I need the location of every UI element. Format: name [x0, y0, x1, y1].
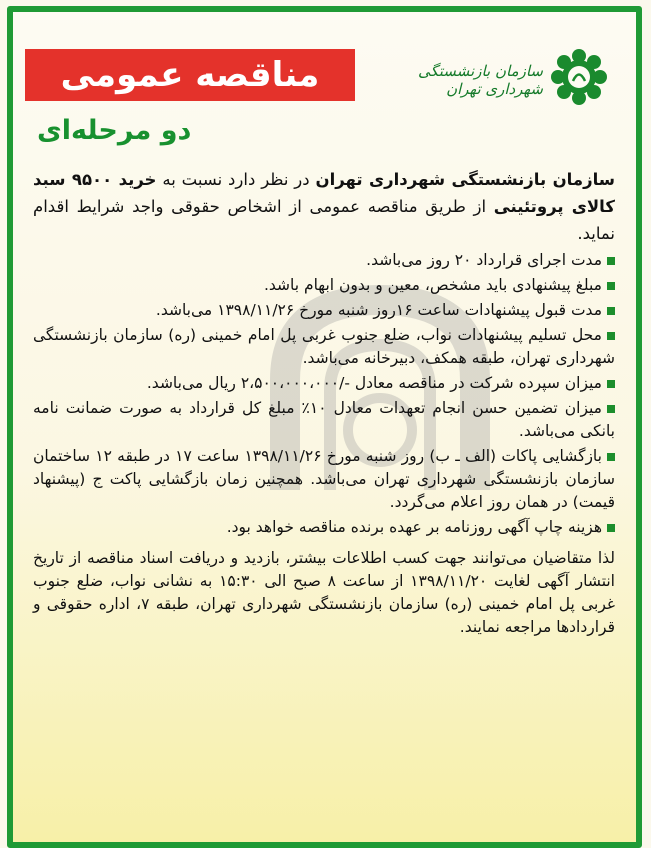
banner-title: مناقصه عمومی — [60, 55, 320, 95]
item-text: هزینه چاپ آگهی روزنامه بر عهده برنده مناقصه خواهد بود. — [226, 518, 602, 536]
intro-text-2: از طریق مناقصه عمومی از اشخاص حقوقی واجد شرایط اقدام نماید. — [33, 197, 615, 243]
bullet-icon — [607, 524, 615, 532]
list-item — [33, 249, 615, 272]
list-item — [33, 299, 615, 322]
bullet-icon — [607, 332, 615, 340]
ad-frame — [7, 6, 642, 848]
ad-body — [33, 166, 615, 639]
list-item — [33, 516, 615, 539]
bullet-icon — [607, 453, 615, 461]
tender-type: دو مرحله‌ای — [37, 115, 192, 146]
intro-goods: خرید ۹۵۰۰ سبد کالای پروتئینی — [33, 170, 615, 216]
item-text: مدت اجرای قرارداد ۲۰ روز می‌باشد. — [366, 251, 602, 269]
organization-name: سازمان بازنشستگی شهرداری تهران — [417, 62, 543, 98]
item-text: بازگشایی پاکات (الف ـ ب) روز شنبه مورخ ۱۳۹۸/۱۱/۲۶ ساعت ۱۷ در طبقه ۱۲ ساختمان سازمان بازنشستگی شهرداری تهران می‌باشد. همچنین زمان بازگشایی پاکت ج (پیشنهاد قیمت) در همان روز اعلام می‌گردد. — [33, 447, 615, 511]
bullet-icon — [607, 307, 615, 315]
tender-banner — [25, 49, 355, 101]
item-text: میزان تضمین حسن انجام تعهدات معادل ۱۰٪ مبلغ کل قرارداد به صورت ضمانت نامه بانکی می‌باشد. — [33, 399, 615, 440]
item-text: محل تسلیم پیشنهادات نواب، ضلع جنوب غربی پل امام خمینی (ره) سازمان بازنشستگی شهرداری تهران، طبقه همکف، دبیرخانه می‌باشد. — [33, 326, 615, 367]
bullet-icon — [607, 257, 615, 265]
list-item — [33, 274, 615, 297]
intro-organization: سازمان بازنشستگی شهرداری تهران — [315, 170, 615, 189]
header — [13, 46, 636, 106]
list-item — [33, 324, 615, 370]
list-item — [33, 445, 615, 514]
list-item — [33, 372, 615, 395]
bullet-icon — [607, 282, 615, 290]
bullet-icon — [607, 380, 615, 388]
item-text: میزان سپرده شرکت در مناقصه معادل -/۲،۵۰۰،۰۰۰،۰۰۰ ریال می‌باشد. — [146, 374, 602, 392]
item-text: مبلغ پیشنهادی باید مشخص، معین و بدون ابهام باشد. — [263, 276, 602, 294]
closing-paragraph: لذا متقاضیان می‌توانند جهت کسب اطلاعات بیشتر، بازدید و دریافت اسناد مناقصه از تاریخ انتشار آگهی لغایت ۱۳۹۸/۱۱/۲۰ از ساعت ۸ صبح الی ۱۵:۳۰ به نشانی نواب، ضلع جنوب غربی پل امام خمینی (ره) سازمان بازنشستگی شهرداری تهران، طبقه ۷، اداره حقوقی و قراردادها مراجعه نمایند. — [33, 549, 615, 636]
bullet-icon — [607, 405, 615, 413]
list-item — [33, 397, 615, 443]
intro-paragraph — [33, 166, 615, 247]
tehran-municipality-logo-icon — [549, 48, 609, 106]
item-text: مدت قبول پیشنهادات ساعت ۱۶روز شنبه مورخ ۱۳۹۸/۱۱/۲۶ می‌باشد. — [155, 301, 602, 319]
intro-text-1: در نظر دارد نسبت به — [162, 170, 310, 189]
